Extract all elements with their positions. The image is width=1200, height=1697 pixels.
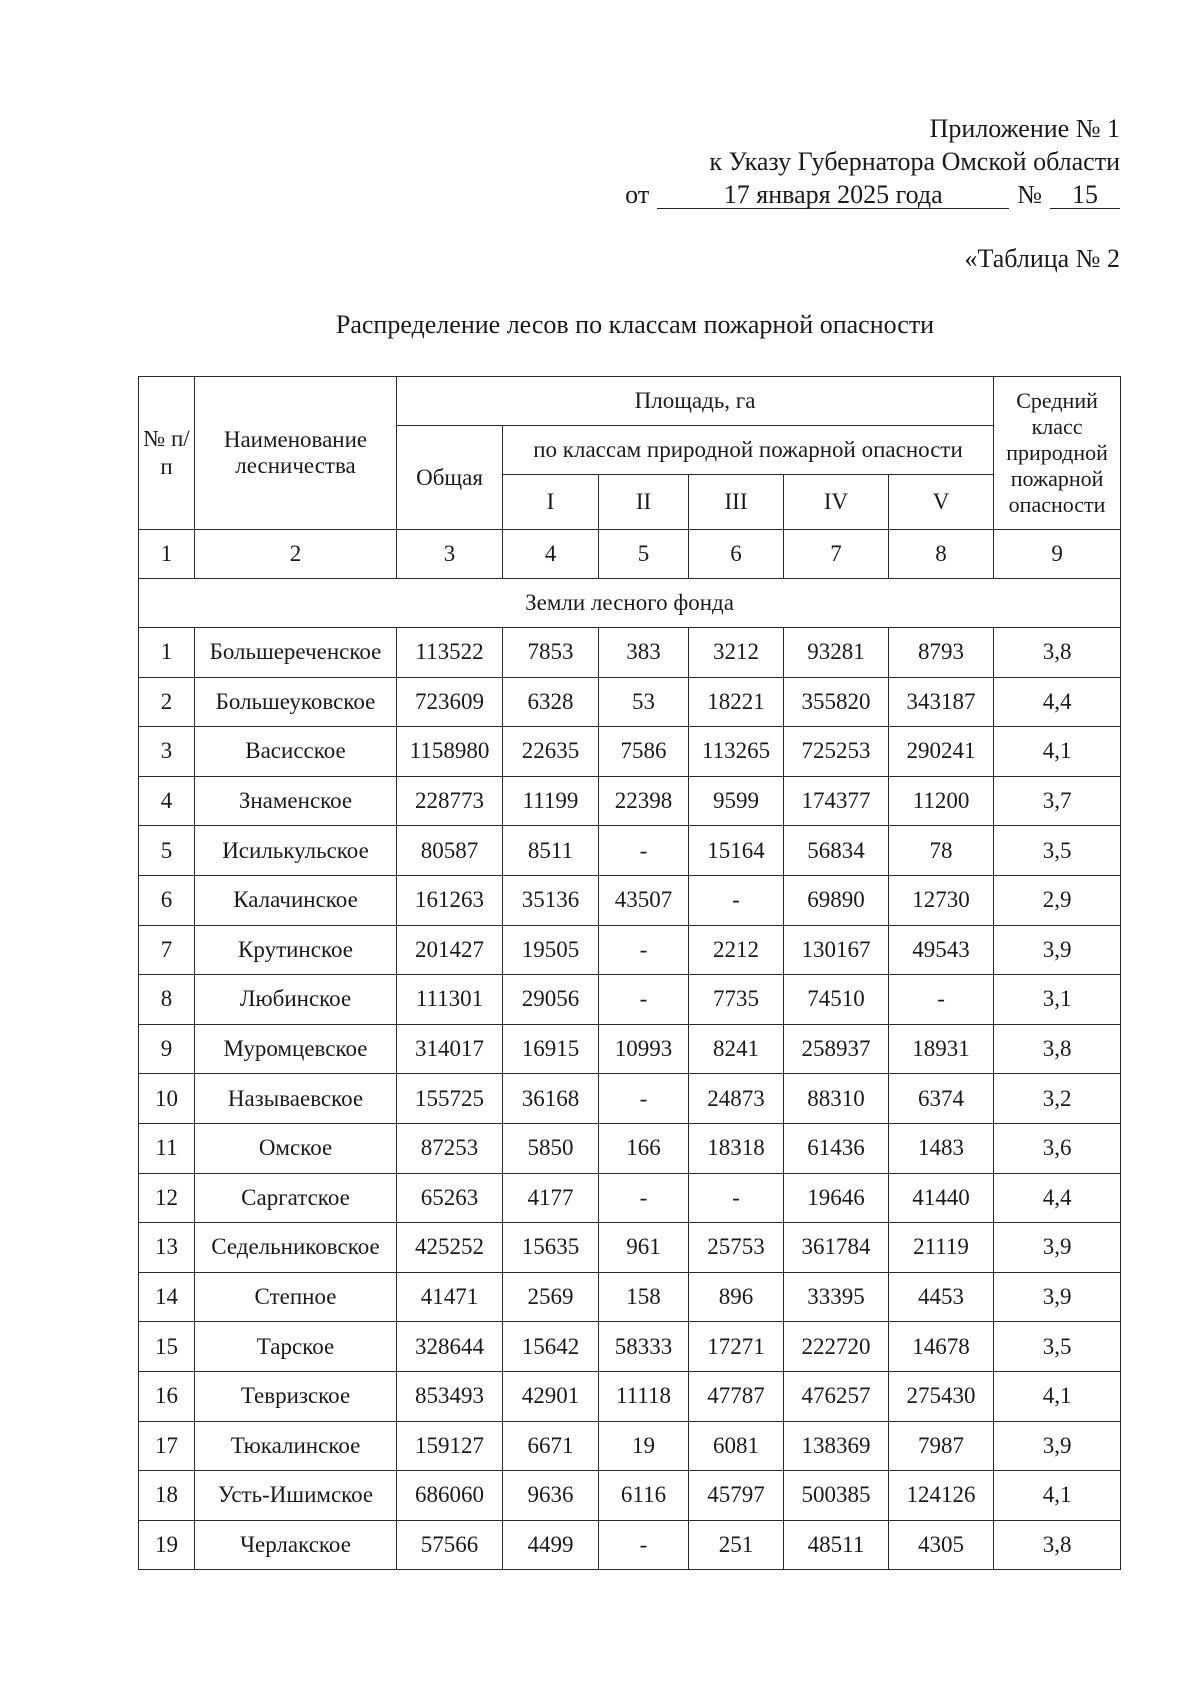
area-class-iv: 138369 bbox=[784, 1421, 889, 1471]
area-class-v: 49543 bbox=[889, 925, 994, 975]
section-title: Земли лесного фонда bbox=[139, 579, 1121, 628]
area-total: 201427 bbox=[397, 925, 503, 975]
number-prefix: № bbox=[1017, 180, 1042, 209]
area-class-iii: 18318 bbox=[689, 1123, 784, 1173]
column-number: 3 bbox=[397, 530, 503, 579]
table-row bbox=[139, 1421, 1121, 1471]
row-number: 4 bbox=[139, 776, 195, 826]
area-class-iv: 56834 bbox=[784, 826, 889, 876]
row-number: 11 bbox=[139, 1123, 195, 1173]
area-total: 159127 bbox=[397, 1421, 503, 1471]
area-class-iv: 61436 bbox=[784, 1123, 889, 1173]
appendix-date-line bbox=[625, 178, 1120, 211]
average-class: 3,9 bbox=[994, 1421, 1121, 1471]
row-number: 5 bbox=[139, 826, 195, 876]
table-label: «Таблица № 2 bbox=[964, 244, 1120, 273]
area-class-iv: 174377 bbox=[784, 776, 889, 826]
area-class-ii: 43507 bbox=[599, 875, 689, 925]
area-class-v: 6374 bbox=[889, 1074, 994, 1124]
row-number: 13 bbox=[139, 1223, 195, 1273]
average-class: 3,5 bbox=[994, 1322, 1121, 1372]
area-class-ii: - bbox=[599, 1520, 689, 1570]
area-class-ii: 11118 bbox=[599, 1371, 689, 1421]
header-area: Площадь, га bbox=[397, 377, 994, 426]
document-title: Распределение лесов по классам пожарной опасности bbox=[335, 310, 935, 339]
area-class-ii: 19 bbox=[599, 1421, 689, 1471]
header-class-ii: II bbox=[599, 475, 689, 530]
area-total: 314017 bbox=[397, 1024, 503, 1074]
header-num: № п/п bbox=[139, 377, 195, 530]
area-total: 228773 bbox=[397, 776, 503, 826]
table-row bbox=[139, 1123, 1121, 1173]
area-class-i: 11199 bbox=[503, 776, 599, 826]
average-class: 3,8 bbox=[994, 628, 1121, 678]
appendix-decree: к Указу Губернатора Омской области bbox=[709, 147, 1120, 176]
area-class-iv: 88310 bbox=[784, 1074, 889, 1124]
header-class-iv: IV bbox=[784, 475, 889, 530]
table-row bbox=[139, 1272, 1121, 1322]
average-class: 3,9 bbox=[994, 925, 1121, 975]
table-row bbox=[139, 826, 1121, 876]
average-class: 4,1 bbox=[994, 1471, 1121, 1521]
area-class-ii: - bbox=[599, 1074, 689, 1124]
row-number: 3 bbox=[139, 727, 195, 777]
row-number: 10 bbox=[139, 1074, 195, 1124]
area-class-ii: - bbox=[599, 826, 689, 876]
area-class-iv: 33395 bbox=[784, 1272, 889, 1322]
area-total: 425252 bbox=[397, 1223, 503, 1273]
row-number: 2 bbox=[139, 677, 195, 727]
table-row bbox=[139, 1223, 1121, 1273]
forestry-name: Степное bbox=[195, 1272, 397, 1322]
row-number: 19 bbox=[139, 1520, 195, 1570]
area-class-i: 15642 bbox=[503, 1322, 599, 1372]
area-class-i: 16915 bbox=[503, 1024, 599, 1074]
area-class-iv: 361784 bbox=[784, 1223, 889, 1273]
average-class: 3,9 bbox=[994, 1272, 1121, 1322]
header-average-class: Средний класс природной пожарной опасности bbox=[994, 377, 1121, 530]
forestry-name: Муромцевское bbox=[195, 1024, 397, 1074]
area-class-iv: 19646 bbox=[784, 1173, 889, 1223]
area-class-iv: 476257 bbox=[784, 1371, 889, 1421]
forestry-name: Называевское bbox=[195, 1074, 397, 1124]
column-number: 4 bbox=[503, 530, 599, 579]
area-class-v: 21119 bbox=[889, 1223, 994, 1273]
table-row bbox=[139, 1074, 1121, 1124]
area-total: 41471 bbox=[397, 1272, 503, 1322]
average-class: 3,5 bbox=[994, 826, 1121, 876]
forestry-name: Исилькульское bbox=[195, 826, 397, 876]
row-number: 18 bbox=[139, 1471, 195, 1521]
area-class-iii: 15164 bbox=[689, 826, 784, 876]
area-class-v: 12730 bbox=[889, 875, 994, 925]
forestry-name: Большереченское bbox=[195, 628, 397, 678]
area-class-iv: 222720 bbox=[784, 1322, 889, 1372]
area-class-v: 14678 bbox=[889, 1322, 994, 1372]
column-number: 5 bbox=[599, 530, 689, 579]
average-class: 3,6 bbox=[994, 1123, 1121, 1173]
area-class-i: 22635 bbox=[503, 727, 599, 777]
area-class-i: 6671 bbox=[503, 1421, 599, 1471]
area-class-i: 19505 bbox=[503, 925, 599, 975]
forestry-name: Седельниковское bbox=[195, 1223, 397, 1273]
table-row bbox=[139, 1173, 1121, 1223]
header-class-v: V bbox=[889, 475, 994, 530]
appendix-title: Приложение № 1 bbox=[929, 114, 1120, 143]
table-row bbox=[139, 875, 1121, 925]
table-row bbox=[139, 1471, 1121, 1521]
area-class-iii: 896 bbox=[689, 1272, 784, 1322]
area-class-ii: 22398 bbox=[599, 776, 689, 826]
area-class-v: 4453 bbox=[889, 1272, 994, 1322]
area-class-iv: 500385 bbox=[784, 1471, 889, 1521]
area-class-iv: 130167 bbox=[784, 925, 889, 975]
area-class-ii: 58333 bbox=[599, 1322, 689, 1372]
area-total: 80587 bbox=[397, 826, 503, 876]
header-class-iii: III bbox=[689, 475, 784, 530]
area-class-iii: 7735 bbox=[689, 975, 784, 1025]
area-class-i: 9636 bbox=[503, 1471, 599, 1521]
area-class-iii: 113265 bbox=[689, 727, 784, 777]
forestry-name: Усть-Ишимское bbox=[195, 1471, 397, 1521]
table-row bbox=[139, 628, 1121, 678]
forestry-name: Тюкалинское bbox=[195, 1421, 397, 1471]
area-class-v: 41440 bbox=[889, 1173, 994, 1223]
area-class-iii: 25753 bbox=[689, 1223, 784, 1273]
area-class-iv: 725253 bbox=[784, 727, 889, 777]
forestry-name: Большеуковское bbox=[195, 677, 397, 727]
average-class: 4,1 bbox=[994, 1371, 1121, 1421]
forestry-name: Знаменское bbox=[195, 776, 397, 826]
area-class-iv: 258937 bbox=[784, 1024, 889, 1074]
area-class-iii: 2212 bbox=[689, 925, 784, 975]
table-row bbox=[139, 1322, 1121, 1372]
area-class-v: 275430 bbox=[889, 1371, 994, 1421]
table-row bbox=[139, 677, 1121, 727]
area-class-i: 4499 bbox=[503, 1520, 599, 1570]
forestry-name: Омское bbox=[195, 1123, 397, 1173]
area-class-i: 6328 bbox=[503, 677, 599, 727]
area-class-i: 42901 bbox=[503, 1371, 599, 1421]
area-class-v: 78 bbox=[889, 826, 994, 876]
decree-date: 17 января 2025 года bbox=[657, 182, 1009, 209]
area-class-i: 29056 bbox=[503, 975, 599, 1025]
table-row bbox=[139, 1371, 1121, 1421]
table-row bbox=[139, 776, 1121, 826]
average-class: 3,1 bbox=[994, 975, 1121, 1025]
area-class-ii: 166 bbox=[599, 1123, 689, 1173]
area-class-v: 124126 bbox=[889, 1471, 994, 1521]
area-class-v: 343187 bbox=[889, 677, 994, 727]
row-number: 15 bbox=[139, 1322, 195, 1372]
column-number: 6 bbox=[689, 530, 784, 579]
appendix-header bbox=[625, 112, 1120, 211]
area-class-iii: 18221 bbox=[689, 677, 784, 727]
area-class-iii: - bbox=[689, 875, 784, 925]
row-number: 14 bbox=[139, 1272, 195, 1322]
area-total: 161263 bbox=[397, 875, 503, 925]
decree-number: 15 bbox=[1050, 182, 1120, 209]
area-class-v: 8793 bbox=[889, 628, 994, 678]
area-class-i: 2569 bbox=[503, 1272, 599, 1322]
area-class-i: 7853 bbox=[503, 628, 599, 678]
area-class-i: 15635 bbox=[503, 1223, 599, 1273]
area-class-ii: - bbox=[599, 925, 689, 975]
area-total: 853493 bbox=[397, 1371, 503, 1421]
table-row bbox=[139, 727, 1121, 777]
area-class-i: 8511 bbox=[503, 826, 599, 876]
area-class-ii: 961 bbox=[599, 1223, 689, 1273]
area-class-iii: 24873 bbox=[689, 1074, 784, 1124]
column-number: 1 bbox=[139, 530, 195, 579]
forestry-name: Любинское bbox=[195, 975, 397, 1025]
average-class: 2,9 bbox=[994, 875, 1121, 925]
table-row bbox=[139, 975, 1121, 1025]
header-total: Общая bbox=[397, 426, 503, 530]
forestry-name: Саргатское bbox=[195, 1173, 397, 1223]
area-class-v: 18931 bbox=[889, 1024, 994, 1074]
area-class-v: - bbox=[889, 975, 994, 1025]
average-class: 4,4 bbox=[994, 1173, 1121, 1223]
area-class-v: 11200 bbox=[889, 776, 994, 826]
area-class-iii: 251 bbox=[689, 1520, 784, 1570]
average-class: 3,7 bbox=[994, 776, 1121, 826]
area-total: 87253 bbox=[397, 1123, 503, 1173]
area-class-ii: 7586 bbox=[599, 727, 689, 777]
average-class: 3,2 bbox=[994, 1074, 1121, 1124]
area-class-iv: 355820 bbox=[784, 677, 889, 727]
area-class-ii: 158 bbox=[599, 1272, 689, 1322]
area-class-iii: 17271 bbox=[689, 1322, 784, 1372]
area-total: 723609 bbox=[397, 677, 503, 727]
row-number: 16 bbox=[139, 1371, 195, 1421]
column-number: 8 bbox=[889, 530, 994, 579]
column-number: 2 bbox=[195, 530, 397, 579]
area-class-iv: 74510 bbox=[784, 975, 889, 1025]
area-class-iii: 45797 bbox=[689, 1471, 784, 1521]
row-number: 9 bbox=[139, 1024, 195, 1074]
table-row bbox=[139, 1520, 1121, 1570]
area-class-i: 36168 bbox=[503, 1074, 599, 1124]
table-row bbox=[139, 925, 1121, 975]
row-number: 12 bbox=[139, 1173, 195, 1223]
date-prefix: от bbox=[625, 180, 650, 209]
area-class-v: 7987 bbox=[889, 1421, 994, 1471]
header-by-class: по классам природной пожарной опасности bbox=[503, 426, 994, 475]
area-class-ii: 6116 bbox=[599, 1471, 689, 1521]
area-class-ii: - bbox=[599, 975, 689, 1025]
area-class-ii: - bbox=[599, 1173, 689, 1223]
table-body bbox=[139, 530, 1121, 1570]
area-total: 686060 bbox=[397, 1471, 503, 1521]
area-total: 1158980 bbox=[397, 727, 503, 777]
area-class-i: 35136 bbox=[503, 875, 599, 925]
area-class-iii: 9599 bbox=[689, 776, 784, 826]
area-class-iii: 3212 bbox=[689, 628, 784, 678]
area-class-iii: - bbox=[689, 1173, 784, 1223]
area-total: 328644 bbox=[397, 1322, 503, 1372]
row-number: 17 bbox=[139, 1421, 195, 1471]
row-number: 7 bbox=[139, 925, 195, 975]
row-number: 8 bbox=[139, 975, 195, 1025]
area-class-iv: 93281 bbox=[784, 628, 889, 678]
area-class-ii: 383 bbox=[599, 628, 689, 678]
average-class: 4,1 bbox=[994, 727, 1121, 777]
area-total: 111301 bbox=[397, 975, 503, 1025]
row-number: 1 bbox=[139, 628, 195, 678]
area-total: 113522 bbox=[397, 628, 503, 678]
column-number-row bbox=[139, 530, 1121, 579]
average-class: 4,4 bbox=[994, 677, 1121, 727]
forestry-name: Васисское bbox=[195, 727, 397, 777]
forestry-name: Тевризское bbox=[195, 1371, 397, 1421]
area-class-v: 1483 bbox=[889, 1123, 994, 1173]
area-class-ii: 53 bbox=[599, 677, 689, 727]
area-class-ii: 10993 bbox=[599, 1024, 689, 1074]
area-class-iv: 69890 bbox=[784, 875, 889, 925]
forestry-name: Черлакское bbox=[195, 1520, 397, 1570]
area-total: 65263 bbox=[397, 1173, 503, 1223]
area-total: 57566 bbox=[397, 1520, 503, 1570]
average-class: 3,8 bbox=[994, 1024, 1121, 1074]
header-class-i: I bbox=[503, 475, 599, 530]
column-number: 7 bbox=[784, 530, 889, 579]
section-row bbox=[139, 579, 1121, 628]
area-class-iii: 8241 bbox=[689, 1024, 784, 1074]
average-class: 3,8 bbox=[994, 1520, 1121, 1570]
area-class-iii: 47787 bbox=[689, 1371, 784, 1421]
header-forestry-name: Наименование лесничества bbox=[195, 377, 397, 530]
forestry-name: Тарское bbox=[195, 1322, 397, 1372]
column-number: 9 bbox=[994, 530, 1121, 579]
forestry-name: Крутинское bbox=[195, 925, 397, 975]
forestry-name: Калачинское bbox=[195, 875, 397, 925]
area-class-i: 4177 bbox=[503, 1173, 599, 1223]
forest-fire-class-table bbox=[138, 376, 1121, 1570]
area-class-i: 5850 bbox=[503, 1123, 599, 1173]
area-class-iv: 48511 bbox=[784, 1520, 889, 1570]
area-total: 155725 bbox=[397, 1074, 503, 1124]
average-class: 3,9 bbox=[994, 1223, 1121, 1273]
area-class-iii: 6081 bbox=[689, 1421, 784, 1471]
area-class-v: 290241 bbox=[889, 727, 994, 777]
area-class-v: 4305 bbox=[889, 1520, 994, 1570]
row-number: 6 bbox=[139, 875, 195, 925]
table-row bbox=[139, 1024, 1121, 1074]
